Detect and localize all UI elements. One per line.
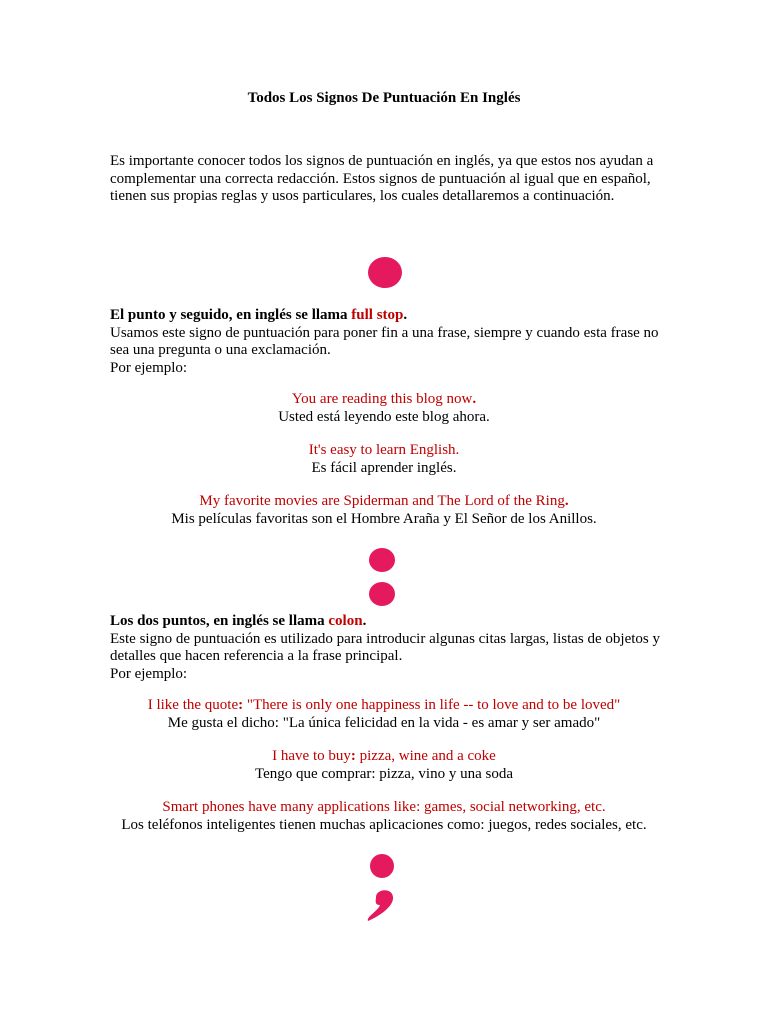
example-spanish: Usted está leyendo este blog ahora. (278, 408, 490, 425)
example-label: Por ejemplo: (110, 665, 188, 682)
example-spanish: Los teléfonos inteligentes tienen muchas aplicaciones como: juegos, redes sociales, etc. (121, 816, 647, 833)
section-body: Este signo de puntuación es utilizado para introducir algunas citas largas, listas de objetos y detalles que hacen referencia a la frase principal. (110, 630, 661, 664)
heading-suffix: . (362, 613, 367, 629)
example-spanish: Es fácil aprender inglés. (311, 459, 457, 476)
example-english: I have to buy: pizza, wine and a coke (272, 748, 496, 764)
colon-icon (367, 548, 397, 608)
heading-term: colon (328, 613, 363, 629)
section-body: Usamos este signo de puntuación para poner fin a una frase, siempre y cuando esta frase no sea una pregunta o una exclamación. (110, 324, 659, 358)
example-item (0, 493, 768, 528)
example-item (0, 442, 768, 477)
example-item (0, 748, 768, 783)
page-title: Todos Los Signos De Puntuación En Inglés (247, 90, 521, 106)
heading-prefix: El punto y seguido, en inglés se llama (110, 307, 352, 323)
section-full-stop (110, 307, 670, 377)
example-label: Por ejemplo: (110, 359, 188, 376)
example-spanish: Mis películas favoritas son el Hombre Araña y El Señor de los Anillos. (171, 510, 597, 527)
example-item (0, 391, 768, 426)
section-heading (110, 307, 670, 325)
example-item (0, 697, 768, 732)
example-english: You are reading this blog now. (291, 391, 477, 407)
example-english: Smart phones have many applications like: games, social networking, etc. (162, 799, 606, 815)
period-icon (368, 257, 402, 288)
example-english: It's easy to learn English. (308, 442, 460, 458)
example-spanish: Me gusta el dicho: "La única felicidad en la vida - es amar y ser amado" (167, 714, 601, 731)
heading-prefix: Los dos puntos, en inglés se llama (110, 613, 329, 629)
example-english: I like the quote: "There is only one happiness in life -- to love and to be loved" (147, 697, 621, 713)
heading-term: full stop (351, 307, 404, 323)
semicolon-icon (360, 853, 400, 923)
intro-paragraph: Es importante conocer todos los signos de puntuación en inglés, ya que estos nos ayudan a complementar una correcta redacción. Estos signos de puntuación al igual que en español, tienen sus propias reglas y usos particulares, los cuales detallaremos a continuación. (110, 153, 654, 204)
semicolon-icon-graphic (360, 853, 400, 923)
example-spanish: Tengo que comprar: pizza, vino y una soda (254, 765, 514, 782)
section-heading (110, 613, 670, 631)
example-item (0, 799, 768, 834)
example-english: My favorite movies are Spiderman and The Lord of the Ring. (199, 493, 569, 509)
heading-suffix: . (403, 307, 408, 323)
section-colon (110, 613, 670, 683)
